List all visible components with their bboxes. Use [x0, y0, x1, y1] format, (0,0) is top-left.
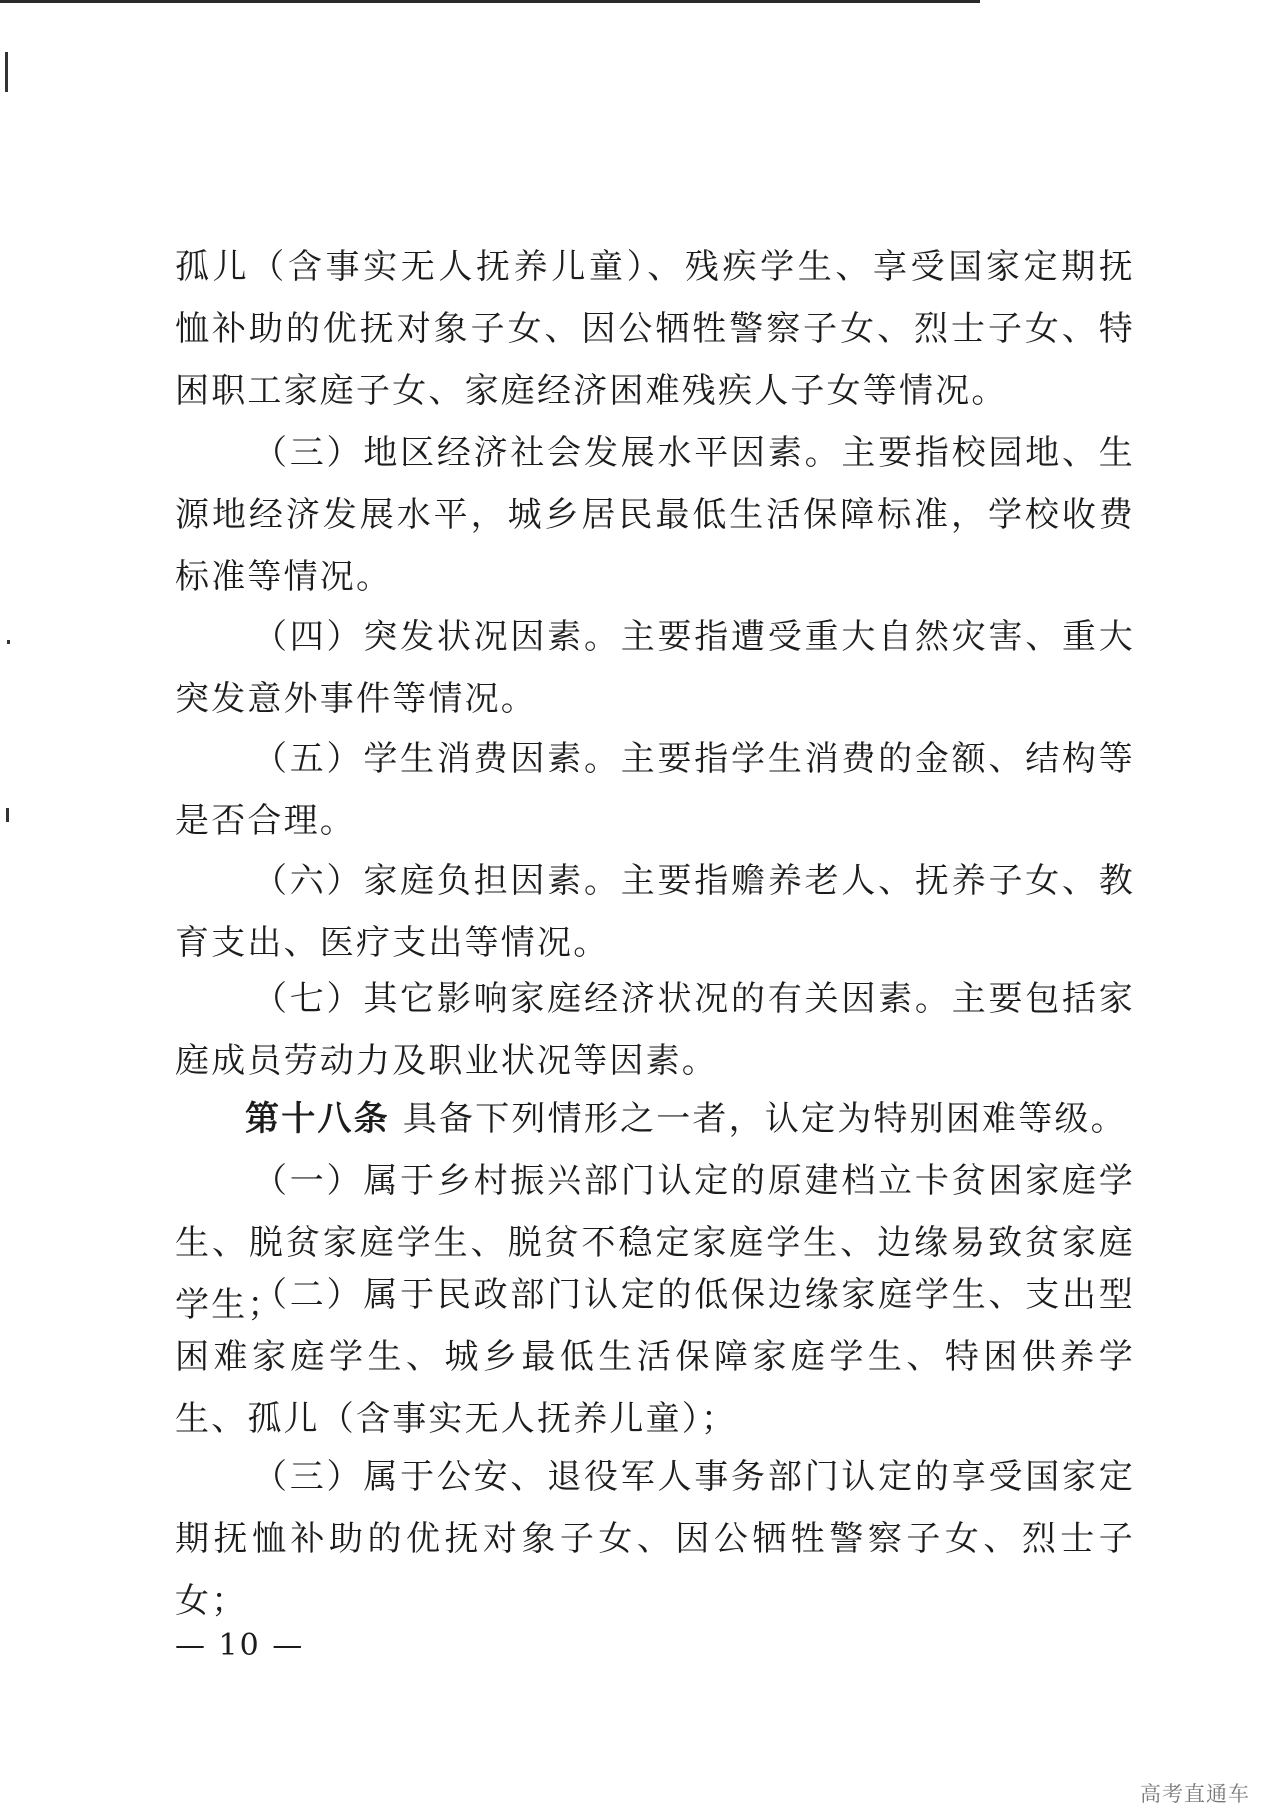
- paragraph-criterion-3: [175, 1446, 1135, 1632]
- paragraph-factor-4: [175, 606, 1135, 730]
- paragraph-text: （六）家庭负担因素。主要指赡养老人、抚养子女、教育支出、医疗支出等情况。: [175, 861, 1135, 963]
- paragraph-text: （三）地区经济社会发展水平因素。主要指校园地、生源地经济发展水平，城乡居民最低生活保障标准，学校收费标准等情况。: [175, 433, 1135, 597]
- paragraph-text: 孤儿（含事实无人抚养儿童）、残疾学生、享受国家定期抚恤补助的优抚对象子女、因公牺牲警察子女、烈士子女、特困职工家庭子女、家庭经济困难残疾人子女等情况。: [175, 247, 1135, 411]
- article-heading: 第十八条: [245, 1099, 390, 1139]
- watermark: 高考直通车: [1140, 1782, 1250, 1806]
- paragraph-text: （五）学生消费因素。主要指学生消费的金额、结构等是否合理。: [175, 739, 1135, 841]
- paragraph-text: （三）属于公安、退役军人事务部门认定的享受国家定期抚恤补助的优抚对象子女、因公牺牲警察子女、烈士子女；: [175, 1457, 1135, 1621]
- paragraph-text: （四）突发状况因素。主要指遭受重大自然灾害、重大突发意外事件等情况。: [175, 617, 1135, 719]
- article-18: [245, 1088, 1135, 1150]
- paragraph-text: （二）属于民政部门认定的低保边缘家庭学生、支出型困难家庭学生、城乡最低生活保障家庭学生、特困供养学生、孤儿（含事实无人抚养儿童）；: [175, 1275, 1135, 1439]
- page-number: — 10 —: [175, 1628, 305, 1663]
- paragraph-text: （一）属于乡村振兴部门认定的原建档立卡贫困家庭学生、脱贫家庭学生、脱贫不稳定家庭学生、边缘易致贫家庭学生；: [175, 1161, 1135, 1325]
- paragraph-criterion-2: [175, 1264, 1135, 1450]
- paragraph-factor-7: [175, 968, 1135, 1092]
- paragraph-factor-6: [175, 850, 1135, 974]
- paragraph-factor-3: [175, 422, 1135, 608]
- paragraph-text: 具备下列情形之一者，认定为特别困难等级。: [389, 1099, 1127, 1139]
- paragraph-factor-5: [175, 728, 1135, 852]
- paragraph-continuation: [175, 236, 1135, 422]
- paragraph-text: （七）其它影响家庭经济状况的有关因素。主要包括家庭成员劳动力及职业状况等因素。: [175, 979, 1135, 1081]
